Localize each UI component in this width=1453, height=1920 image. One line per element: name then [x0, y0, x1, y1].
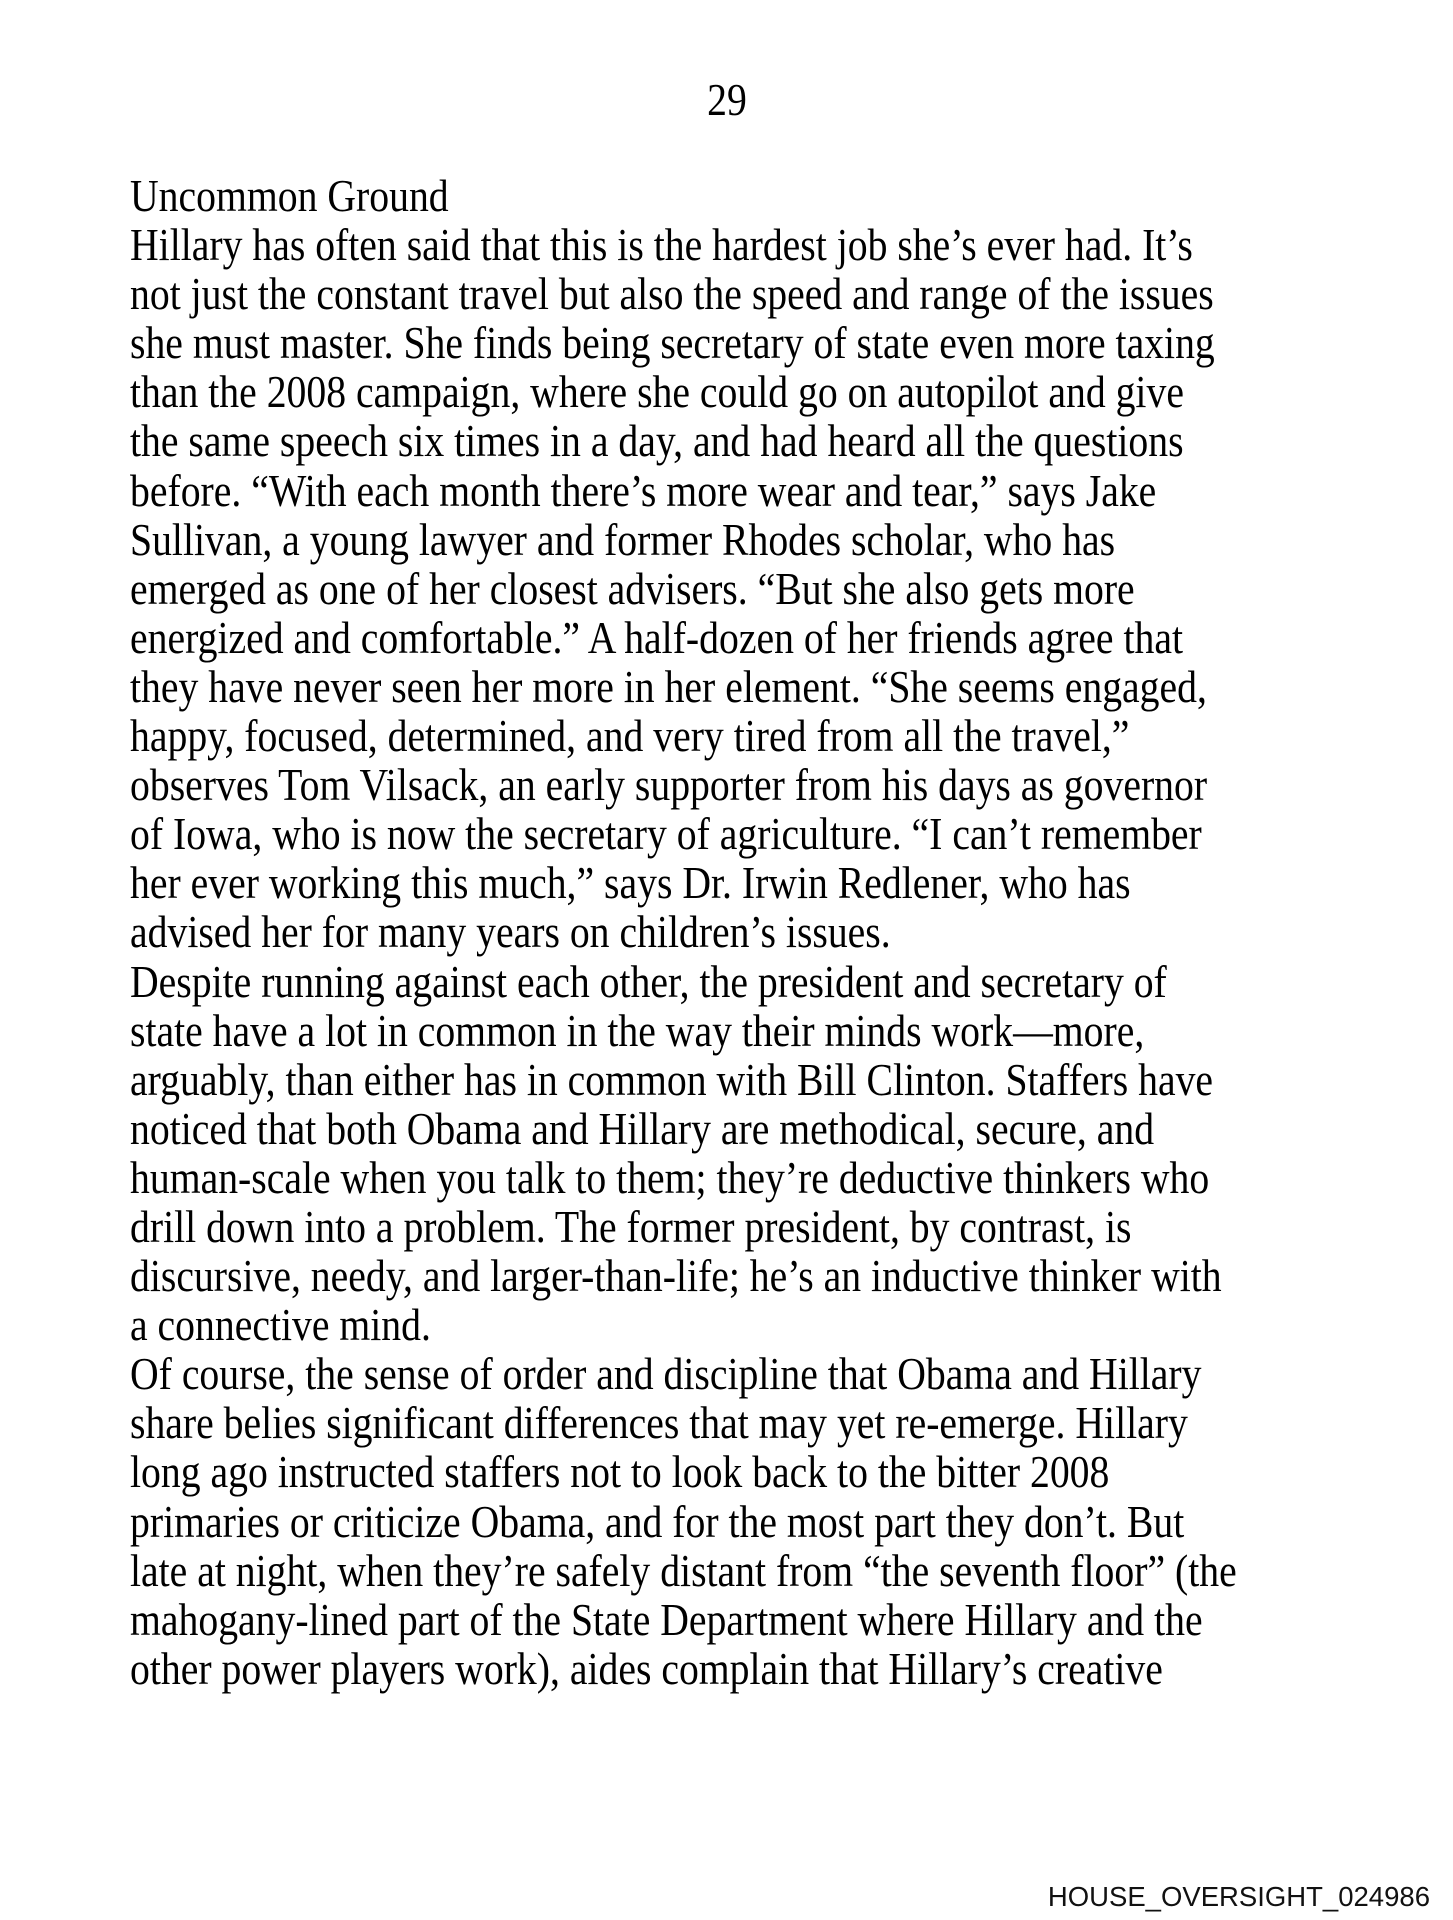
body-text-line: her ever working this much,” says Dr. Irwin Redlener, who has	[130, 857, 1131, 909]
text-block	[130, 171, 1237, 1693]
body-text-line: the same speech six times in a day, and had heard all the questions	[130, 415, 1184, 467]
body-text-line: noticed that both Obama and Hillary are methodical, secure, and	[130, 1102, 1155, 1154]
body-text-line: observes Tom Vilsack, an early supporter from his days as governor	[130, 759, 1208, 811]
body-text-line: mahogany-lined part of the State Department where Hillary and the	[130, 1593, 1203, 1645]
body-text-line: before. “With each month there’s more wear and tear,” says Jake	[130, 464, 1157, 516]
body-text-line: Hillary has often said that this is the hardest job she’s ever had. It’s	[130, 219, 1193, 271]
body-text-line: emerged as one of her closest advisers. “But she also gets more	[130, 562, 1135, 614]
body-text-line: than the 2008 campaign, where she could go on autopilot and give	[130, 366, 1184, 418]
body-text-line: she must master. She finds being secretary of state even more taxing	[130, 317, 1215, 369]
body-text-line: long ago instructed staffers not to look back to the bitter 2008	[130, 1446, 1110, 1498]
body-text-line: Despite running against each other, the president and secretary of	[130, 955, 1167, 1007]
page-number-row	[0, 75, 1453, 124]
page-number: 29	[706, 74, 747, 125]
body-text-line: discursive, needy, and larger-than-life; he’s an inductive thinker with	[130, 1250, 1222, 1302]
body-text-line: human-scale when you talk to them; they’re deductive thinkers who	[130, 1151, 1210, 1203]
body-text-line: Sullivan, a young lawyer and former Rhodes scholar, who has	[130, 513, 1116, 565]
body-text-line: advised her for many years on children’s issues.	[130, 906, 891, 958]
body-text-line: drill down into a problem. The former president, by contrast, is	[130, 1200, 1132, 1252]
body-text-line: Of course, the sense of order and discipline that Obama and Hillary	[130, 1348, 1202, 1400]
body-text-line: energized and comfortable.” A half-dozen of her friends agree that	[130, 611, 1183, 663]
body-text-line: other power players work), aides complain that Hillary’s creative	[130, 1642, 1163, 1694]
body-text-line: they have never seen her more in her element. “She seems engaged,	[130, 660, 1207, 712]
body-text-line: state have a lot in common in the way their minds work—more,	[130, 1004, 1145, 1056]
body-text-line: of Iowa, who is now the secretary of agriculture. “I can’t remember	[130, 808, 1202, 860]
section-heading: Uncommon Ground	[130, 170, 449, 221]
body-text-line: a connective mind.	[130, 1299, 431, 1351]
body-text-line: not just the constant travel but also the speed and range of the issues	[130, 268, 1214, 320]
body-text-line: late at night, when they’re safely distant from “the seventh floor” (the	[130, 1544, 1237, 1596]
body-text-line: share belies significant differences that may yet re-emerge. Hillary	[130, 1397, 1188, 1449]
body-text-line: primaries or criticize Obama, and for the most part they don’t. But	[130, 1495, 1185, 1547]
bates-number: HOUSE_OVERSIGHT_024986	[1047, 1881, 1430, 1912]
body-text-line: happy, focused, determined, and very tired from all the travel,”	[130, 710, 1130, 762]
body-text-line: arguably, than either has in common with Bill Clinton. Staffers have	[130, 1053, 1214, 1105]
